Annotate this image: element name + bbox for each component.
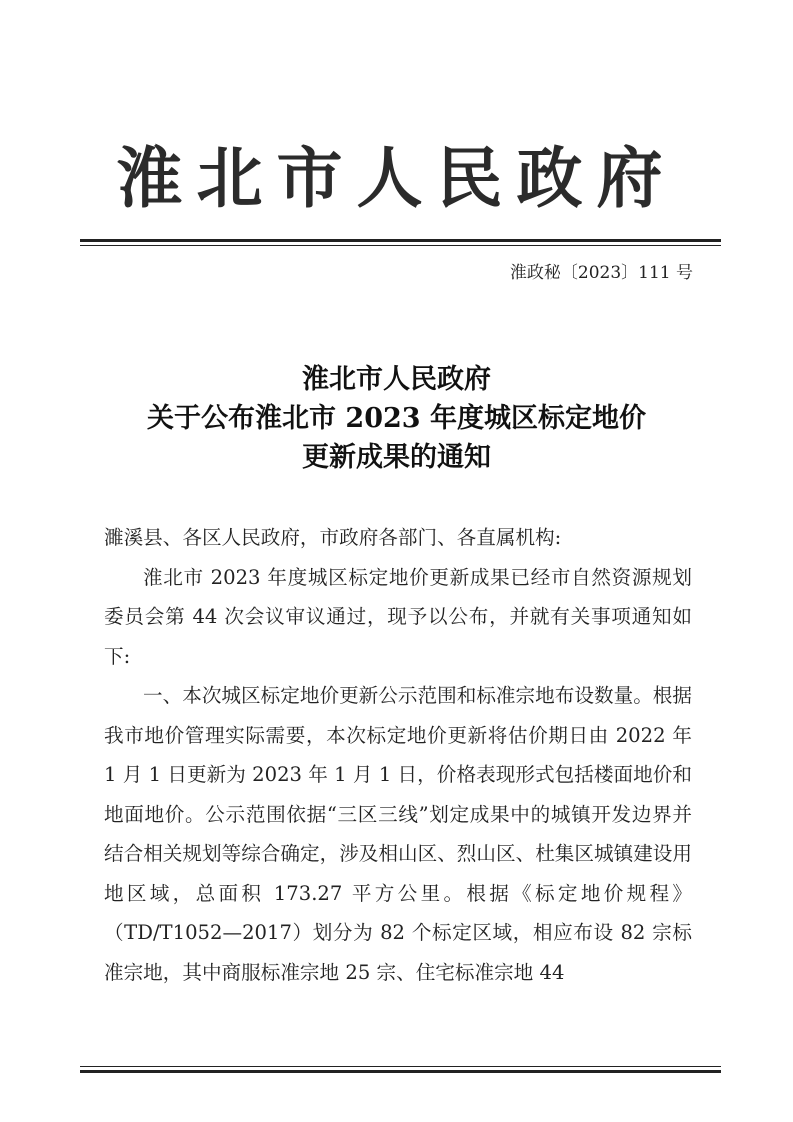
document-number: 淮政秘〔2023〕111 号 [509,263,693,283]
title-line-1: 淮北市人民政府 [302,364,491,395]
title-line-2: 关于公布淮北市 2023 年度城区标定地价 [147,403,646,434]
title-line-3: 更新成果的通知 [302,442,491,473]
document-body [104,518,692,992]
paragraph-section-1: 一、本次城区标定地价更新公示范围和标准宗地布设数量。根据我市地价管理实际需要，本次标定地价更新将估价期日由 2022 年 1 月 1 日更新为 2023 年 1 月 1 日，价格表现形式包括楼面地价和地面地价。公示范围依据“三区三线”划定成果中的城镇开发边界并结合相关规划等综合确定，涉及相山区、烈山区、杜集区城镇建设用地区域，总面积 173.27 平方公里。根据《标定地价规程》（TD/T1052—2017）划分为 82 个标定区域，相应布设 82 宗标准宗地，其中商服标准宗地 25 宗、住宅标准宗地 44 [104,684,692,984]
footer-rule-thick [80,1070,721,1073]
document-title [0,360,793,477]
paragraph-intro: 淮北市 2023 年度城区标定地价更新成果已经市自然资源规划委员会第 44 次会议审议通过，现予以公布，并就有关事项通知如下: [104,565,692,668]
header-rule-thin [80,245,721,246]
issuer-header: 淮北市人民政府 [116,139,677,217]
footer-rule-thin [80,1066,721,1067]
header-rule-thick [80,239,721,242]
salutation: 濉溪县、各区人民政府，市政府各部门、各直属机构: [104,526,562,549]
